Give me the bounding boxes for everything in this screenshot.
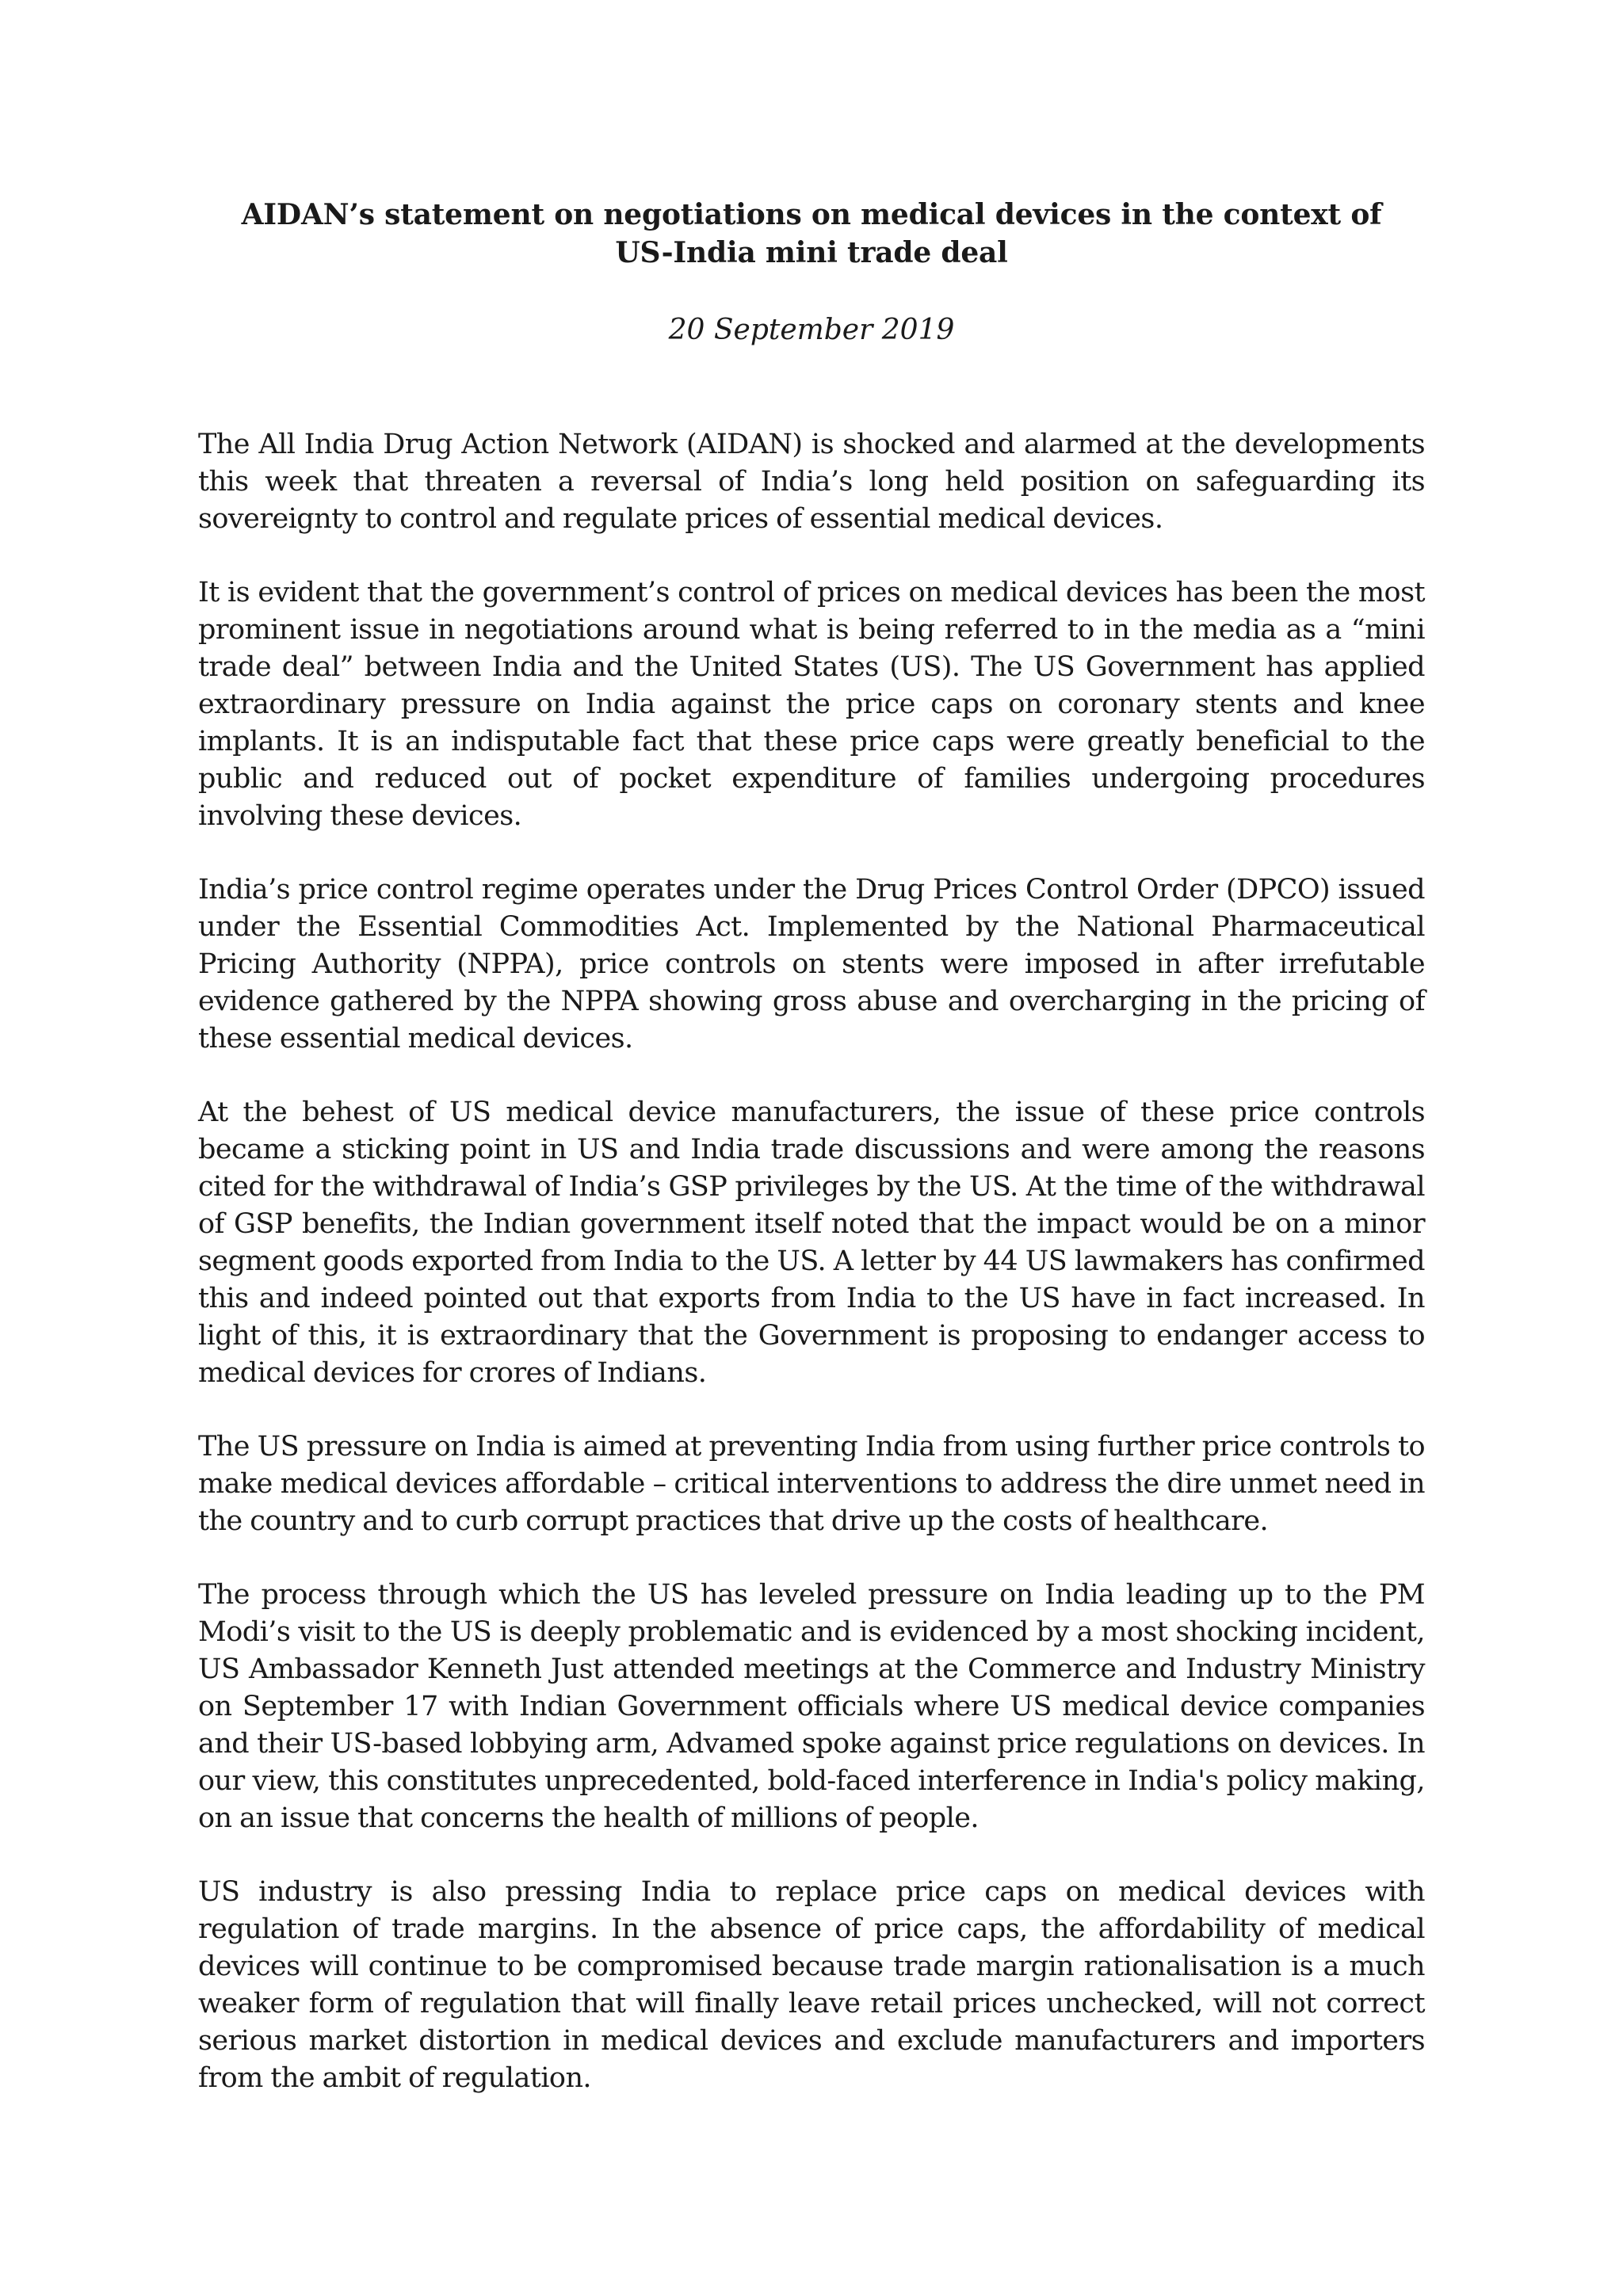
document-date: 20 September 2019 <box>668 314 955 346</box>
title-line-2: US-India mini trade deal <box>615 236 1008 269</box>
title-line-1: AIDAN’s statement on negotiations on medical devices in the context of <box>241 198 1382 231</box>
paragraph-4: At the behest of US medical device manufacturers, the issue of these price controls became a sticking point in US and India trade discussions and were among the reasons cited for the withdrawal of India’s GSP privileges by the US. At the time of the withdrawal of GSP benefits, the Indian government itself noted that the impact would be on a minor segment goods exported from India to the US. A letter by 44 US lawmakers has confirmed this and indeed pointed out that exports from India to the US have in fact increased. In light of this, it is extraordinary that the Government is proposing to endanger access to medical devices for crores of Indians. <box>198 1097 1425 1389</box>
paragraph-2: It is evident that the government’s control of prices on medical devices has been the most prominent issue in negotiations around what is being referred to in the media as a “mini trade deal” between India and the United States (US). The US Government has applied extraordinary pressure on India against the price caps on coronary stents and knee implants. It is an indisputable fact that these price caps were greatly beneficial to the public and reduced out of pocket expenditure of families undergoing procedures involving these devices. <box>198 577 1425 832</box>
paragraph-5: The US pressure on India is aimed at preventing India from using further price controls to make medical devices affordable – critical interventions to address the dire unmet need in the country and to curb corrupt practices that drive up the costs of healthcare. <box>198 1431 1425 1537</box>
paragraph-3: India’s price control regime operates under the Drug Prices Control Order (DPCO) issued under the Essential Commodities Act. Implemented by the National Pharmaceutical Pricing Authority (NPPA), price controls on stents were imposed in after irrefutable evidence gathered by the NPPA showing gross abuse and overcharging in the pricing of these essential medical devices. <box>198 874 1425 1055</box>
document-body <box>198 426 1425 2134</box>
paragraph-7: US industry is also pressing India to replace price caps on medical devices with regulation of trade margins. In the absence of price caps, the affordability of medical devices will continue to be compromised because trade margin rationalisation is a much weaker form of regulation that will finally leave retail prices unchecked, will not correct serious market distortion in medical devices and exclude manufacturers and importers from the ambit of regulation. <box>198 1876 1425 2094</box>
document-title <box>198 196 1425 272</box>
paragraph-6: The process through which the US has leveled pressure on India leading up to the PM Modi’s visit to the US is deeply problematic and is evidenced by a most shocking incident, US Ambassador Kenneth Just attended meetings at the Commerce and Industry Ministry on September 17 with Indian Government officials where US medical device companies and their US-based lobbying arm, Advamed spoke against price regulations on devices. In our view, this constitutes unprecedented, bold-faced interference in India's policy making, on an issue that concerns the health of millions of people. <box>198 1579 1425 1834</box>
paragraph-1: The All India Drug Action Network (AIDAN) is shocked and alarmed at the developments this week that threaten a reversal of India’s long held position on safeguarding its sovereignty to control and regulate prices of essential medical devices. <box>198 429 1425 535</box>
